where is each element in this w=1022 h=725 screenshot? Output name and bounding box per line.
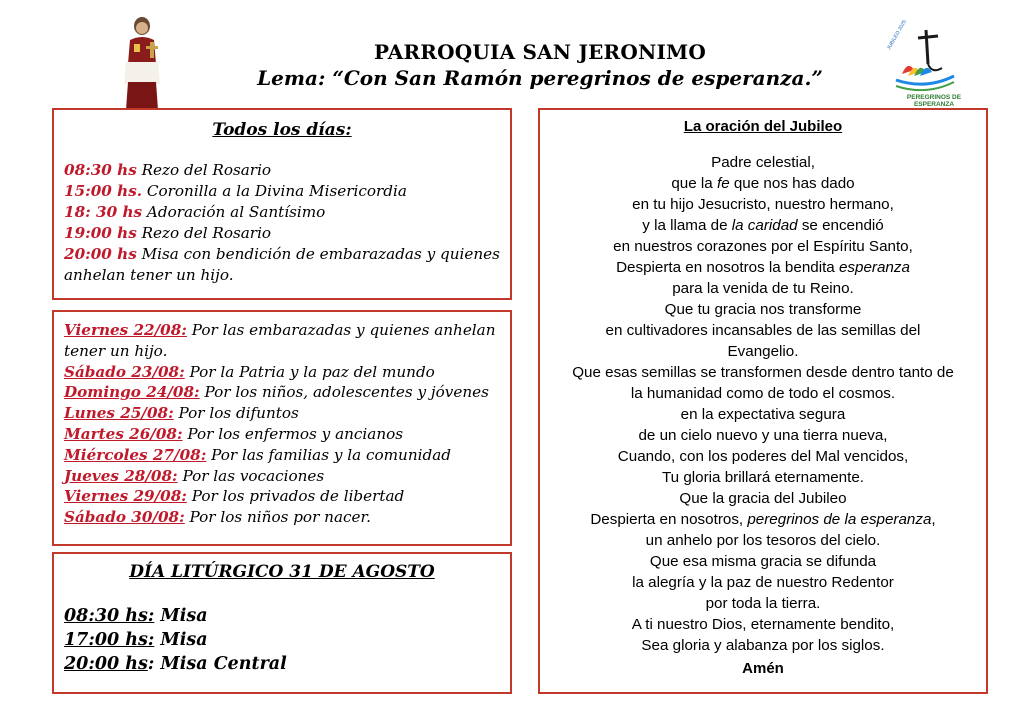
page-title: PARROQUIA SAN JERONIMO: [373, 40, 707, 64]
intention-item: [64, 507, 500, 528]
prayer-text: [540, 152, 986, 656]
daily-time: 19:00 hs: [64, 224, 137, 242]
prayer-line: A ti nuestro Dios, eternamente bendito,: [631, 616, 895, 633]
intention-text: Por las vocaciones: [177, 466, 325, 485]
prayer-amen: Amén: [742, 660, 784, 677]
liturgical-text: : Misa Central: [147, 654, 287, 674]
liturgical-text: Misa: [154, 606, 208, 626]
intention-text: Por las familias y la comunidad: [206, 445, 451, 464]
prayer-line: Sea gloria y alabanza por los siglos.: [641, 637, 885, 654]
liturgical-time: 08:30 hs:: [64, 606, 155, 626]
intention-text: Por los difuntos: [173, 404, 299, 423]
intention-day: Miércoles 27/08:: [64, 445, 207, 464]
intention-item: [64, 320, 500, 362]
intention-day: Martes 26/08:: [64, 424, 183, 443]
prayer-line: Evangelio.: [727, 343, 799, 360]
daily-time: 18: 30 hs: [64, 203, 143, 221]
intention-item: [64, 424, 500, 445]
prayer-line: un anhelo por los tesoros del cielo.: [645, 532, 881, 549]
daily-item: [64, 181, 500, 202]
intention-text: Por las embarazadas y quienes anhelan tener un hijo.: [64, 321, 496, 360]
prayer-line: la alegría y la paz de nuestro Redentor: [632, 574, 894, 591]
prayer-line: Que esas semillas se transformen desde dentro tanto de: [572, 364, 954, 381]
prayer-heading: La oración del Jubileo: [683, 118, 843, 135]
intention-text: Por la Patria y la paz del mundo: [184, 362, 435, 381]
daily-item: [64, 202, 500, 223]
prayer-line: Padre celestial,: [711, 154, 815, 171]
jubilee-logo: [882, 19, 982, 108]
prayer-line: en nuestros corazones por el Espíritu Santo,: [613, 238, 913, 255]
prayer-line: para la venida de tu Reino.: [672, 280, 854, 297]
daily-item: [64, 160, 500, 181]
daily-time: 20:00 hs: [64, 245, 137, 263]
intention-day: Jueves 28/08:: [64, 466, 178, 485]
liturgical-day-box: [52, 552, 512, 694]
daily-heading: Todos los días:: [212, 120, 352, 140]
liturgical-list: [54, 604, 510, 676]
prayer-line: Despierta en nosotros la bendita esperanza: [616, 259, 910, 276]
intention-text: Por los privados de libertad: [186, 487, 405, 506]
liturgical-time: 17:00 hs:: [64, 630, 155, 650]
intention-day: Viernes 22/08:: [64, 321, 187, 339]
intention-text: Por los enfermos y ancianos: [182, 424, 404, 443]
intentions-list: [54, 312, 510, 528]
daily-schedule-box: [52, 108, 512, 300]
liturgical-time: 20:00 hs: [64, 654, 148, 674]
prayer-line: en la expectativa segura: [680, 406, 846, 423]
daily-item: [64, 223, 500, 244]
daily-text: Rezo del Rosario: [136, 224, 272, 242]
prayer-line: de un cielo nuevo y una tierra nueva,: [638, 427, 888, 444]
intention-day: Sábado 23/08:: [64, 362, 185, 381]
liturgical-item: [64, 628, 500, 652]
intention-item: [64, 362, 500, 383]
prayer-line: Tu gloria brillará eternamente.: [661, 469, 865, 486]
intention-day: Domingo 24/08:: [64, 383, 200, 402]
page-motto: Lema: “Con San Ramón peregrinos de esperanza.”: [257, 66, 823, 90]
intention-day: Viernes 29/08:: [64, 487, 187, 506]
liturgical-item: [64, 652, 500, 676]
prayer-line: Que esa misma gracia se difunda: [649, 553, 877, 570]
daily-time: 15:00 hs.: [64, 182, 143, 200]
logo-text-top: JUBILEO 2025: [886, 19, 908, 51]
prayer-line: Que tu gracia nos transforme: [664, 301, 862, 318]
prayer-line: que la fe que nos has dado: [671, 175, 855, 192]
daily-time: 08:30 hs: [64, 161, 137, 179]
logo-text-bottom: PEREGRINOS DE ESPERANZA: [906, 94, 962, 108]
daily-text: Adoración al Santísimo: [142, 203, 326, 221]
jubilee-prayer-box: [538, 108, 988, 694]
prayer-line: la humanidad como de todo el cosmos.: [630, 385, 896, 402]
prayer-line: Que la gracia del Jubileo: [679, 490, 847, 507]
intention-text: Por los niños por nacer.: [184, 508, 371, 527]
prayer-line: por toda la tierra.: [705, 595, 821, 612]
intention-item: [64, 445, 500, 466]
daily-text: Coronilla a la Divina Misericordia: [142, 182, 407, 200]
prayer-line: en tu hijo Jesucristo, nuestro hermano,: [632, 196, 894, 213]
intention-item: [64, 382, 500, 403]
prayer-line: Despierta en nosotros, peregrinos de la esperanza,: [590, 511, 936, 528]
daily-text: Rezo del Rosario: [136, 161, 272, 179]
liturgical-text: Misa: [154, 630, 208, 650]
intention-item: [64, 403, 500, 424]
daily-item: [64, 244, 500, 286]
prayer-line: en cultivadores incansables de las semillas del: [605, 322, 921, 339]
daily-list: [54, 160, 510, 286]
prayer-line: Cuando, con los poderes del Mal vencidos,: [617, 448, 909, 465]
intention-item: [64, 486, 500, 507]
intention-text: Por los niños, adolescentes y jóvenes: [199, 383, 489, 402]
liturgical-heading: DÍA LITÚRGICO 31 DE AGOSTO: [129, 562, 435, 582]
intentions-box: [52, 310, 512, 546]
liturgical-item: [64, 604, 500, 628]
daily-text: Misa con bendición de embarazadas y quienes anhelan tener un hijo.: [64, 245, 500, 284]
prayer-line: y la llama de la caridad se encendió: [642, 217, 884, 234]
intention-day: Lunes 25/08:: [64, 404, 174, 423]
saint-ramon-image: [116, 14, 168, 110]
intention-day: Sábado 30/08:: [64, 508, 185, 527]
intention-item: [64, 466, 500, 487]
